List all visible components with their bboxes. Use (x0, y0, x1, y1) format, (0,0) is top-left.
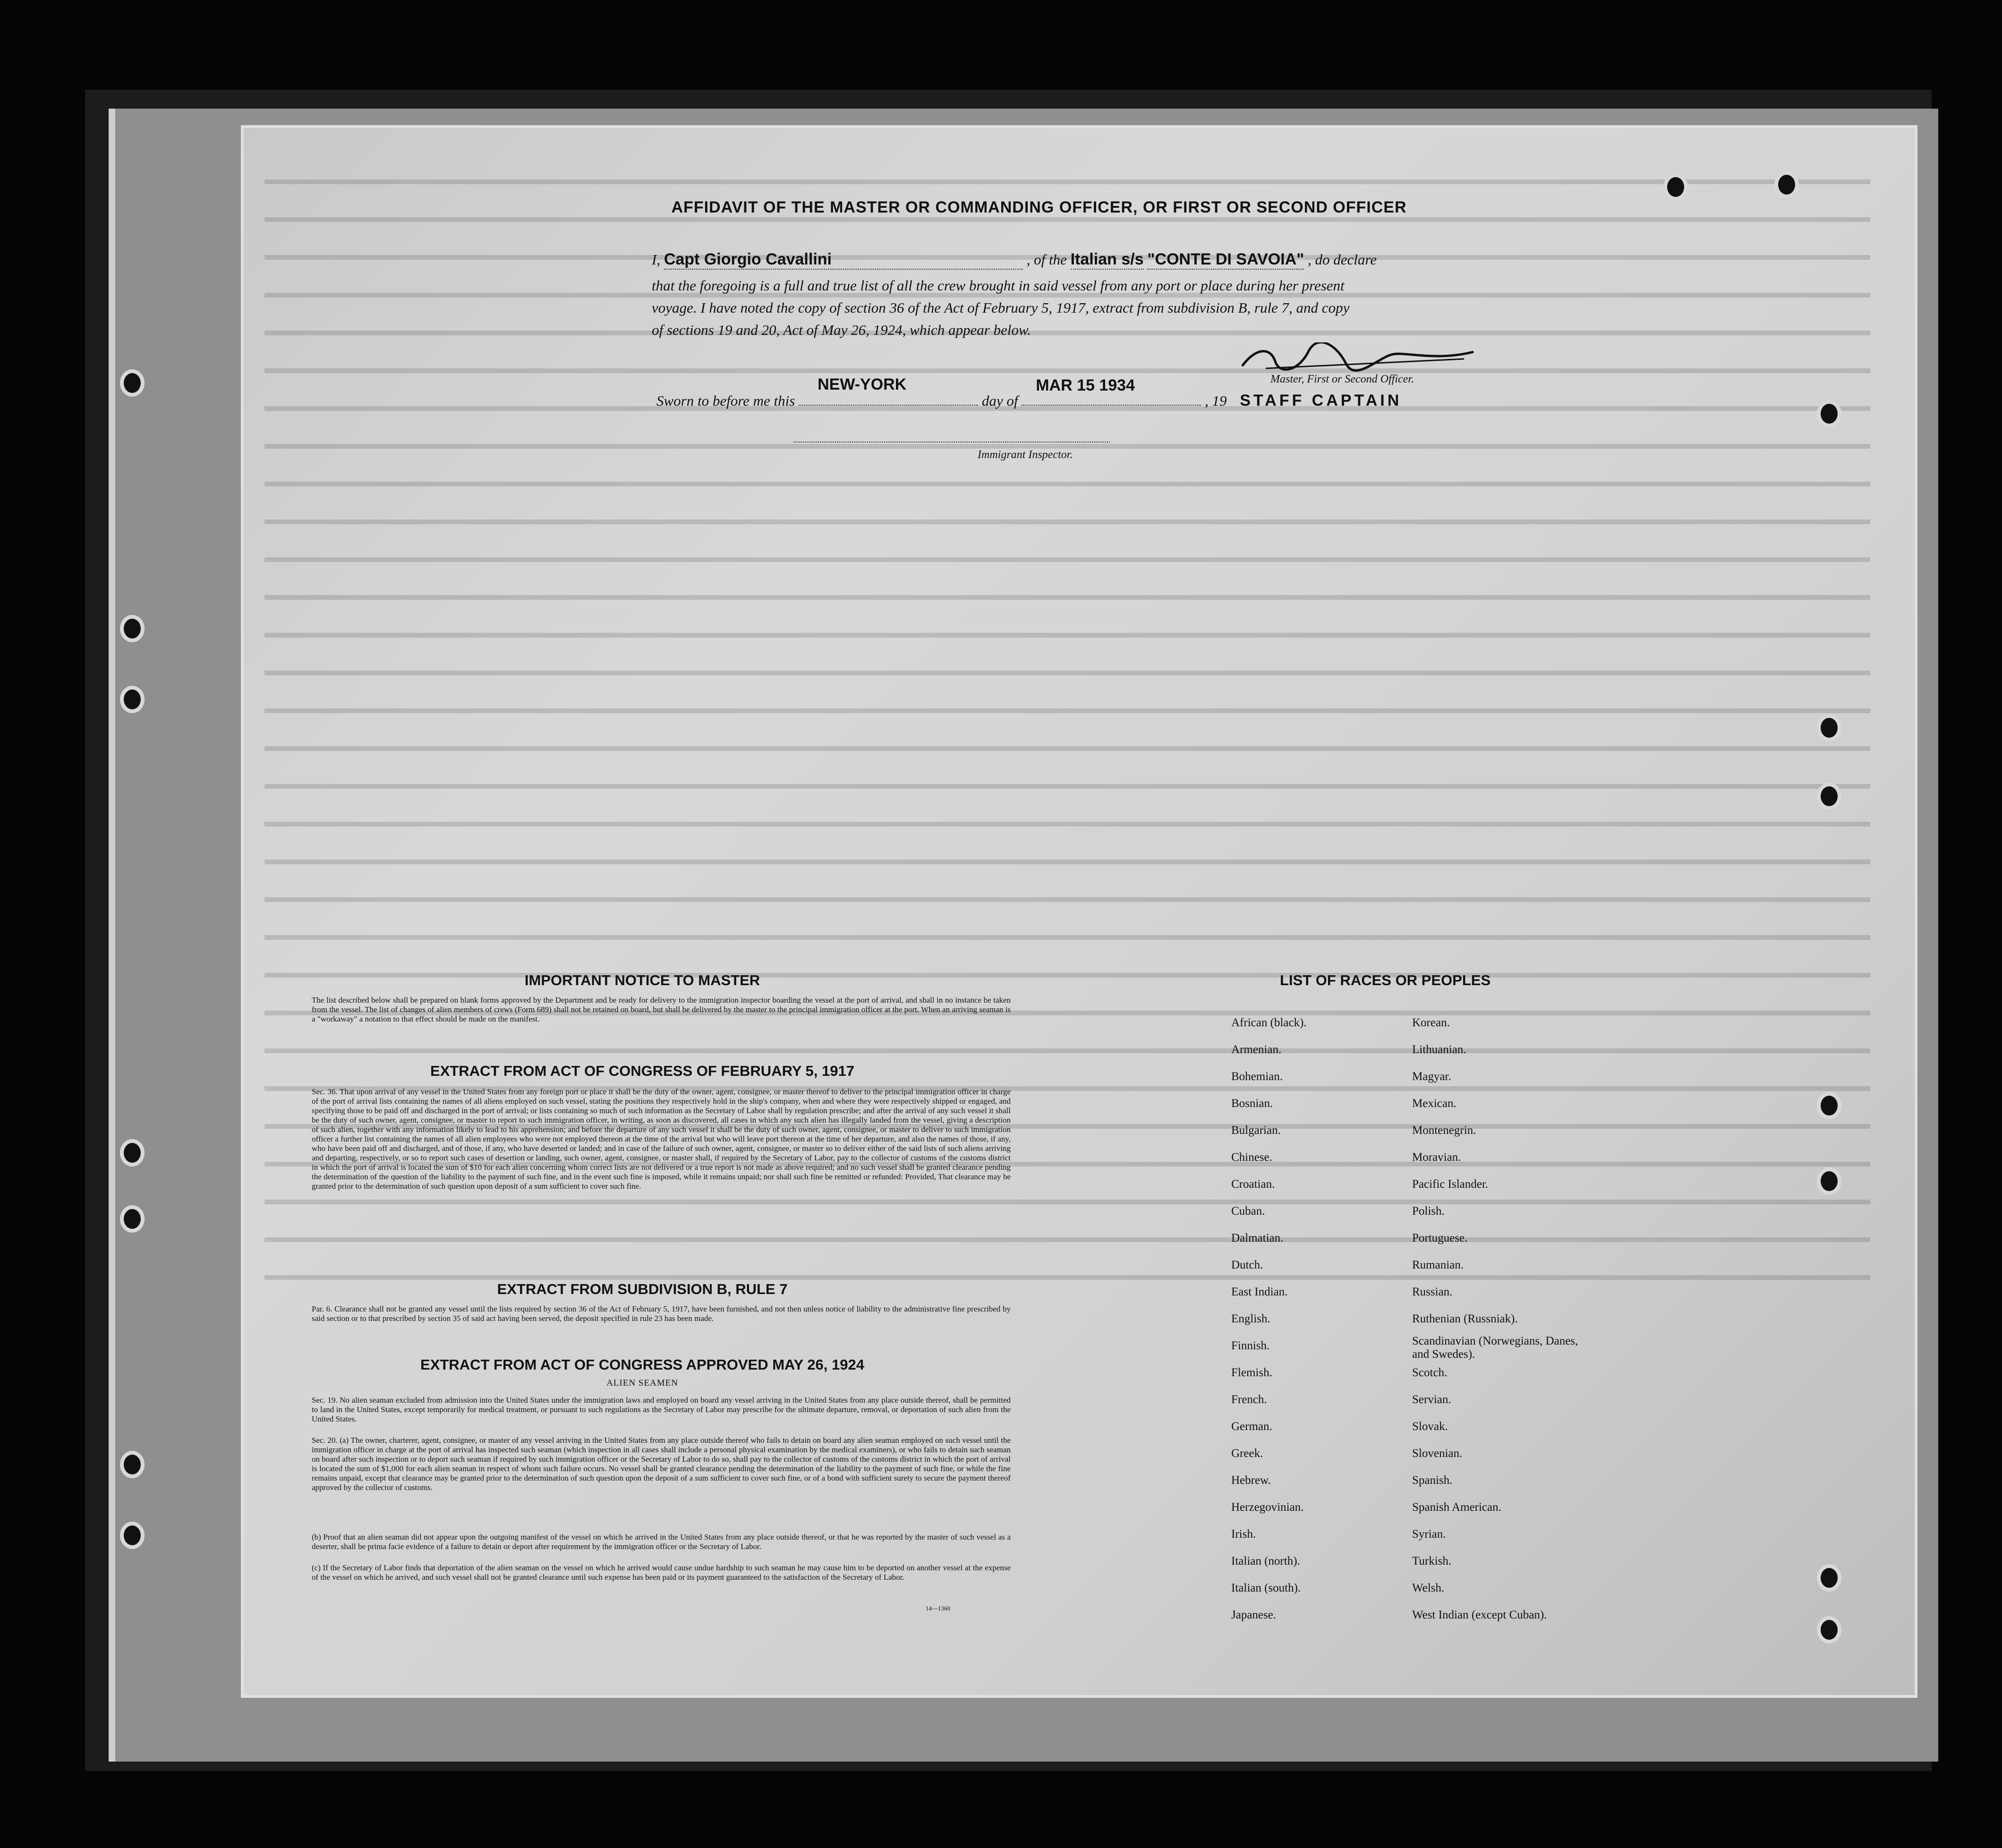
extract-1924-sec20b: (b) Proof that an alien seaman did not appear upon the outgoing manifest of the vessel on which he arrived in the United States from any place outside thereof, or that he was reported by the master of such vessel as a deserter, shall be prima facie evidence of a failure to detain or deport after requirement by the immigration officer or the Secretary of Labor. (312, 1533, 1011, 1551)
race-item: Magyar. (1412, 1070, 1451, 1083)
race-item: Rumanian. (1412, 1259, 1464, 1271)
sworn-place: NEW-YORK (818, 375, 907, 393)
race-item: Herzegovinian. (1231, 1501, 1304, 1514)
extract-rule7-title: EXTRACT FROM SUBDIVISION B, RULE 7 (497, 1281, 788, 1297)
extract-1917-text: Sec. 36. That upon arrival of any vessel in the United States from any foreign port or place it shall be the duty of the owner, agent, consignee, or master thereof to deliver to the principal immigration officer in charge of the port of arrival lists containing the names of all aliens employed on such vessel, stating the positions they respectively hold in the ship's company, when and where they were respectively shipped or engaged, and specifying those to be paid off and discharged in the port of arrival; or lists containing so much of such information as the Secretary of Labor shall by regulation prescribe; and after the arrival of any such vessel it shall be the duty of such owner, agent, consignee, or master to report to such immigration officer, in writing, as soon as discovered, all cases in which any such alien has illegally landed from the vessel, giving a description of such alien, together with any information likely to lead to his apprehension; and before the departure of any such vessel it shall be the duty of such owner, agent, consignee, or master to deliver to such immigration officer a further list containing the names of all alien employees who were not employed thereon at the time of the arrival but who will leave port thereon at the time of her departure, and also the names of those, if any, who have been paid off and discharged, and of those, if any, who have deserted or landed; and in case of the failure of such owner, agent, consignee, or master so to deliver either of the said lists of such aliens arriving and departing, respectively, or so to report such cases of desertion or landing, such owner, agent, consignee, or master shall, if required by the Secretary of Labor, pay to the collector of customs of the customs district in which the port of arrival is located the sum of $10 for each alien concerning whom correct lists are not delivered or a true report is not made as above required; and no such vessel shall be granted clearance pending the determination of the question of the liability to the payment of such fine, and in the event such fine is imposed, while it remains unpaid; nor shall such fine be remitted or refunded: Provided, That clearance may be granted prior to the determination of such question upon deposit of a sum sufficient to cover such fine. (312, 1087, 1011, 1191)
race-item: Bohemian. (1231, 1070, 1283, 1083)
punch-hole (1821, 1620, 1838, 1640)
extract-1924-sec20a: Sec. 20. (a) The owner, charterer, agent, consignee, or master of any vessel arriving in the United States from any place outside thereof who fails to detain on board any alien seaman employed on such vessel until the immigration officer in charge at the port of arrival has inspected such seaman (which inspection in all cases shall include a personal physical examination by the medical examiners), or who fails to detain such seaman on board after such inspection or to deport such seaman if required by such immigration officer or the Secretary of Labor to do so, shall pay to the collector of customs of the customs district in which the port of arrival is located the sum of $1,000 for each alien seaman in respect of whom such failure occurs. No vessel shall be granted clearance pending the determination of the liability to the payment of such fine, or while the fine remains unpaid, except that clearance may be granted prior to the determination of such question upon the deposit of a sum sufficient to cover such fine, or of a bond with sufficient surety to secure the payment thereof approved by the collector of customs. (312, 1436, 1011, 1492)
race-item: Japanese. (1231, 1609, 1277, 1621)
punch-hole (1821, 718, 1838, 738)
declaration-line-2: that the foregoing is a full and true list of all the crew brought in said vessel from any port or place during her present (652, 277, 1345, 294)
inspector-signature-line (793, 442, 1110, 443)
race-item: Chinese. (1231, 1151, 1272, 1164)
notice-text: The list described below shall be prepared on blank forms approved by the Department and be ready for delivery to the immigration inspector boarding the vessel at the port of arrival, and shall in no instance be taken from the vessel. The list of changes of alien members of crews (Form 689) shall not be retained on board, but shall be delivered by the master to the principal immigration officer at the port. When an arriving seaman is a "workaway" a notation to that effect should be made on the manifest. (312, 996, 1011, 1023)
declaration-line-1 (652, 250, 1540, 270)
race-item: Flemish. (1231, 1366, 1272, 1379)
race-item: Spanish. (1412, 1474, 1453, 1487)
day-of-label: day of (981, 392, 1018, 409)
extract-1924-sec19: Sec. 19. No alien seaman excluded from admission into the United States under the immigration laws and employed on board any vessel arriving in the United States from any place outside thereof, shall be permitted to land in the United States, except temporarily for medical treatment, or pursuant to such regulations as the Secretary of Labor may prescribe for the ultimate departure, removal, or deportation of such alien from the United States. (312, 1396, 1011, 1423)
extract-1924-sec20c: (c) If the Secretary of Labor finds that deportation of the alien seaman on the vessel on which he arrived would cause undue hardship to such seaman he may cause him to be deported on another vessel at the expense of the vessel on which he arrived, and such vessel shall not be granted clearance until such expense has been paid or its payment guaranteed to the satisfaction of the Secretary of Labor. (312, 1563, 1011, 1582)
race-item: Portuguese. (1412, 1232, 1468, 1244)
punch-hole (124, 373, 141, 393)
form-number: 14—1360 (926, 1605, 950, 1612)
vessel-name: "CONTE DI SAVOIA" (1147, 250, 1304, 270)
punch-hole (1821, 404, 1838, 424)
signer-caption: Master, First or Second Officer. (1270, 373, 1414, 385)
sworn-label: Sworn to before me this (656, 392, 795, 409)
alien-seamen-subhead: ALIEN SEAMEN (606, 1378, 678, 1388)
inspector-caption: Immigrant Inspector. (978, 449, 1073, 461)
race-item: Russian. (1412, 1286, 1453, 1298)
declaration-line-4: of sections 19 and 20, Act of May 26, 1924, which appear below. (652, 322, 1031, 338)
race-item: Lithuanian. (1412, 1043, 1466, 1056)
race-item: Polish. (1412, 1205, 1445, 1218)
i-label: I, (652, 251, 661, 268)
punch-hole (1821, 786, 1838, 806)
race-item: Scandinavian (Norwegians, Danes, and Swedes). (1412, 1335, 1578, 1361)
races-title: LIST OF RACES OR PEOPLES (1280, 972, 1491, 988)
race-item: Spanish American. (1412, 1501, 1501, 1514)
officer-name: Capt Giorgio Cavallini (664, 250, 1023, 270)
extract-1917-title: EXTRACT FROM ACT OF CONGRESS OF FEBRUARY 5, 1917 (430, 1063, 854, 1079)
race-item: German. (1231, 1420, 1272, 1433)
notice-title: IMPORTANT NOTICE TO MASTER (524, 972, 760, 988)
race-item: Slovenian. (1412, 1447, 1463, 1460)
race-item: Cuban. (1231, 1205, 1265, 1218)
punch-hole (124, 619, 141, 639)
punch-hole (1778, 175, 1795, 195)
race-item: Korean. (1412, 1016, 1450, 1029)
race-item: Italian (north). (1231, 1555, 1300, 1567)
extract-1924-title: EXTRACT FROM ACT OF CONGRESS APPROVED MAY 26, 1924 (420, 1356, 864, 1373)
race-item: Syrian. (1412, 1528, 1446, 1541)
race-item: Mexican. (1412, 1097, 1457, 1110)
race-item: Slovak. (1412, 1420, 1448, 1433)
race-item: East Indian. (1231, 1286, 1288, 1298)
race-item: Bulgarian. (1231, 1124, 1281, 1137)
punch-hole (124, 1143, 141, 1163)
race-item: Hebrew. (1231, 1474, 1271, 1487)
race-item: Irish. (1231, 1528, 1256, 1541)
punch-hole (1667, 177, 1684, 197)
extract-rule7-text: Par. 6. Clearance shall not be granted any vessel until the lists required by section 36 of the Act of February 5, 1917, have been furnished, and not then unless notice of liability to the administrative fine prescribed by said section or to that prescribed by section 35 of said act having been served, the deposit specified in rule 23 has been made. (312, 1304, 1011, 1323)
race-item: Bosnian. (1231, 1097, 1273, 1110)
punch-hole (124, 1525, 141, 1545)
race-item: Croatian. (1231, 1178, 1275, 1191)
race-item: Dalmatian. (1231, 1232, 1284, 1244)
race-item: Pacific Islander. (1412, 1178, 1489, 1191)
punch-hole (1821, 1568, 1838, 1588)
race-item: Turkish. (1412, 1555, 1452, 1567)
signer-title: STAFF CAPTAIN (1240, 392, 1402, 409)
race-item: Armenian. (1231, 1043, 1282, 1056)
race-item: Ruthenian (Russniak). (1412, 1312, 1518, 1325)
race-item: Montenegrin. (1412, 1124, 1476, 1137)
race-item: Welsh. (1412, 1582, 1445, 1594)
race-item: West Indian (except Cuban). (1412, 1609, 1547, 1621)
declaration-line-3: voyage. I have noted the copy of section 36 of the Act of February 5, 1917, extract from subdivision B, rule 7, and copy (652, 299, 1350, 316)
officer-signature (1237, 342, 1478, 375)
race-item: Scotch. (1412, 1366, 1448, 1379)
punch-hole (124, 1455, 141, 1474)
punch-hole (124, 690, 141, 709)
of-the-label: , of the (1026, 251, 1067, 268)
race-item: French. (1231, 1393, 1267, 1406)
race-item: African (black). (1231, 1016, 1307, 1029)
affidavit-title: AFFIDAVIT OF THE MASTER OR COMMANDING OFFICER, OR FIRST OR SECOND OFFICER (671, 198, 1407, 216)
race-item: English. (1231, 1312, 1270, 1325)
sworn-date-field (1022, 376, 1201, 406)
year-prefix: , 19 (1204, 392, 1227, 409)
vessel-nationality: Italian s/s (1071, 250, 1144, 270)
race-item: Greek. (1231, 1447, 1263, 1460)
race-item: Finnish. (1231, 1339, 1270, 1352)
sworn-date: MAR 15 1934 (1036, 376, 1135, 394)
punch-hole (124, 1209, 141, 1229)
race-item: Moravian. (1412, 1151, 1461, 1164)
do-declare-label: , do declare (1308, 251, 1377, 268)
punch-hole (1821, 1096, 1838, 1116)
race-item: Servian. (1412, 1393, 1451, 1406)
punch-hole (1821, 1171, 1838, 1191)
race-item: Dutch. (1231, 1259, 1263, 1271)
race-item: Italian (south). (1231, 1582, 1301, 1594)
sworn-place-field (799, 375, 978, 406)
